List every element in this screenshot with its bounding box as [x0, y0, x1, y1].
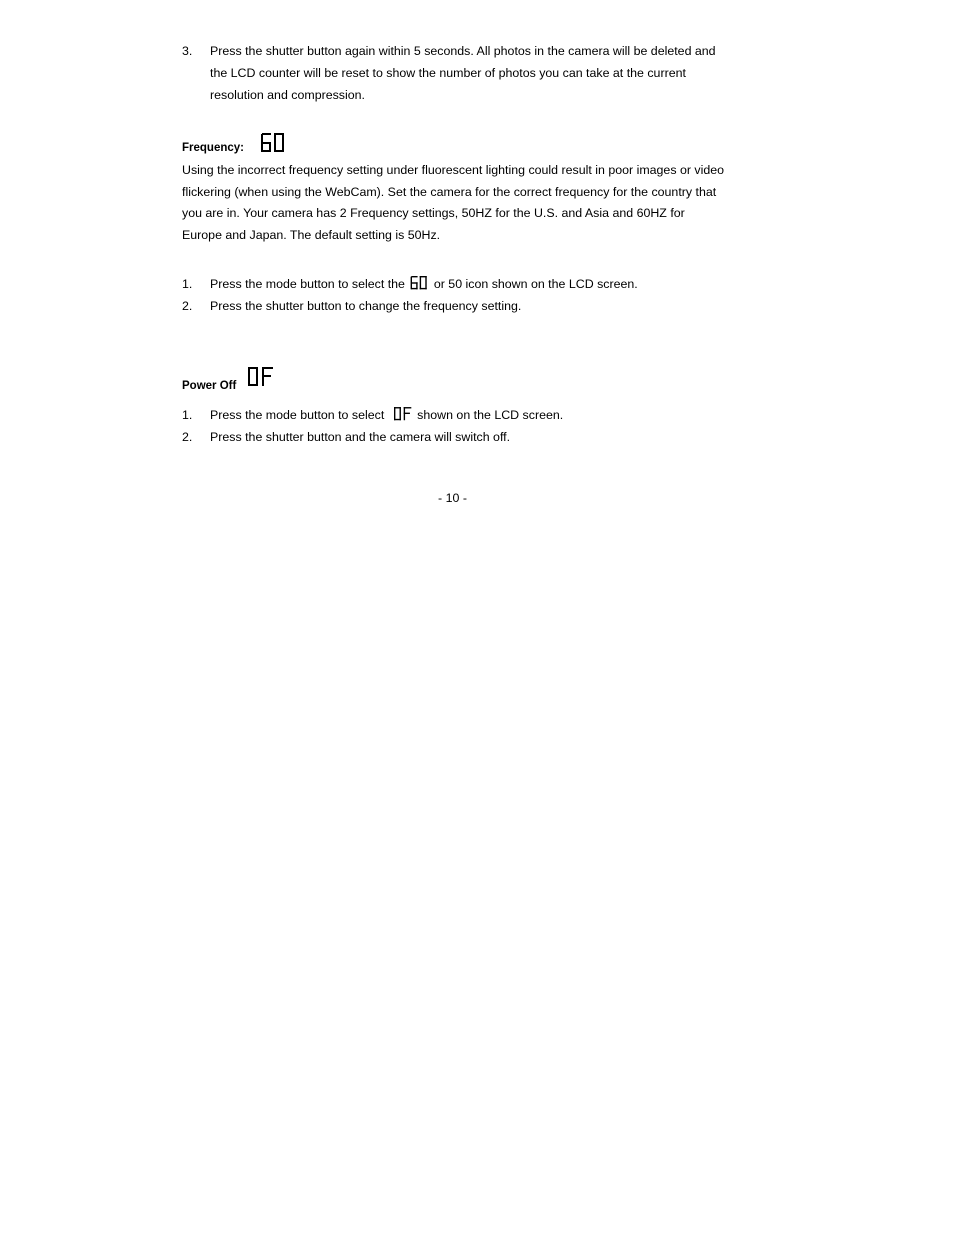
lcd-60-icon: [410, 276, 428, 290]
power-off-step-2: Press the shutter button and the camera will switch off.: [210, 430, 511, 444]
frequency-step-1: [210, 276, 638, 291]
frequency-paragraph-line-1: Using the incorrect frequency setting under fluorescent lighting could result in poor images or video: [182, 163, 725, 177]
frequency-paragraph-line-2: flickering (when using the WebCam). Set the camera for the correct frequency for the country that: [182, 185, 717, 199]
step-number: 2.: [182, 430, 193, 444]
power-off-heading: Power Off: [182, 380, 237, 392]
lcd-of-icon: [394, 407, 412, 421]
lcd-60-icon: [261, 133, 285, 153]
frequency-step-1-after: or 50 icon shown on the LCD screen.: [433, 277, 638, 291]
step-3-line-1: Press the shutter button again within 5 seconds. All photos in the camera will be deleted and: [210, 44, 716, 58]
step-3-line-3: resolution and compression.: [210, 88, 365, 102]
step-number: 3.: [182, 44, 193, 58]
frequency-paragraph-line-4: Europe and Japan. The default setting is 50Hz.: [182, 228, 441, 242]
power-off-step-1: [210, 407, 563, 422]
lcd-of-icon: [248, 367, 274, 387]
step-number: 1.: [182, 277, 193, 291]
page-number: - 10 -: [438, 491, 467, 505]
frequency-heading: Frequency:: [182, 142, 244, 154]
step-number: 2.: [182, 299, 193, 313]
frequency-step-1-before: Press the mode button to select the: [210, 277, 405, 291]
step-3-line-2: the LCD counter will be reset to show the number of photos you can take at the current: [210, 66, 686, 80]
power-off-step-1-before: Press the mode button to select: [210, 408, 385, 422]
power-off-step-1-after: shown on the LCD screen.: [417, 408, 564, 422]
frequency-step-2: Press the shutter button to change the frequency setting.: [210, 299, 522, 313]
step-number: 1.: [182, 408, 193, 422]
frequency-paragraph-line-3: you are in. Your camera has 2 Frequency settings, 50HZ for the U.S. and Asia and 60HZ for: [182, 206, 685, 220]
